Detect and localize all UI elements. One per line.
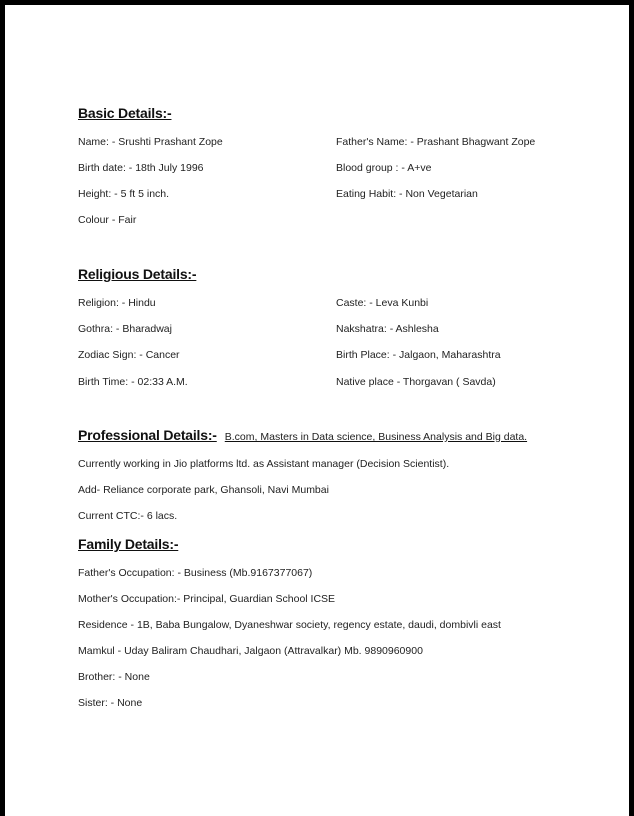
work-field: Currently working in Jio platforms ltd. as Assistant manager (Decision Scientist).: [78, 458, 450, 470]
colour-field: Colour - Fair: [78, 214, 137, 226]
education-field: B.com, Masters in Data science, Business Analysis and Big data.: [224, 431, 528, 443]
religion-field: Religion: - Hindu: [78, 297, 156, 309]
professional-details-heading: Professional Details:-: [78, 427, 217, 443]
mamkul-field: Mamkul - Uday Baliram Chaudhari, Jalgaon (Attravalkar) Mb. 9890960900: [78, 645, 423, 657]
father-name-field: Father's Name: - Prashant Bhagwant Zope: [336, 136, 536, 148]
basic-details-heading: Basic Details:-: [78, 105, 172, 121]
ctc-field: Current CTC:- 6 lacs.: [78, 510, 178, 522]
religious-details-heading: Religious Details:-: [78, 266, 197, 282]
height-field: Height: - 5 ft 5 inch.: [78, 188, 170, 200]
work-address-field: Add- Reliance corporate park, Ghansoli, Navi Mumbai: [78, 484, 329, 496]
caste-field: Caste: - Leva Kunbi: [336, 297, 429, 309]
name-field: Name: - Srushti Prashant Zope: [78, 136, 223, 148]
nakshatra-field: Nakshatra: - Ashlesha: [336, 323, 439, 335]
mother-occupation-field: Mother's Occupation:- Principal, Guardian School ICSE: [78, 593, 336, 605]
blood-group-field: Blood group : - A+ve: [336, 162, 432, 174]
birth-date-field: Birth date: - 18th July 1996: [78, 162, 204, 174]
zodiac-field: Zodiac Sign: - Cancer: [78, 349, 180, 361]
native-place-field: Native place - Thorgavan ( Savda): [336, 376, 496, 388]
document-page: [5, 5, 629, 816]
birth-place-field: Birth Place: - Jalgaon, Maharashtra: [336, 349, 501, 361]
sister-field: Sister: - None: [78, 697, 143, 709]
professional-details-row: [78, 427, 527, 443]
eating-habit-field: Eating Habit: - Non Vegetarian: [336, 188, 478, 200]
birth-time-field: Birth Time: - 02:33 A.M.: [78, 376, 188, 388]
brother-field: Brother: - None: [78, 671, 150, 683]
residence-field: Residence - 1B, Baba Bungalow, Dyaneshwar society, regency estate, daudi, dombivli east: [78, 619, 501, 631]
gothra-field: Gothra: - Bharadwaj: [78, 323, 172, 335]
family-details-heading: Family Details:-: [78, 536, 179, 552]
father-occupation-field: Father's Occupation: - Business (Mb.9167377067): [78, 567, 313, 579]
